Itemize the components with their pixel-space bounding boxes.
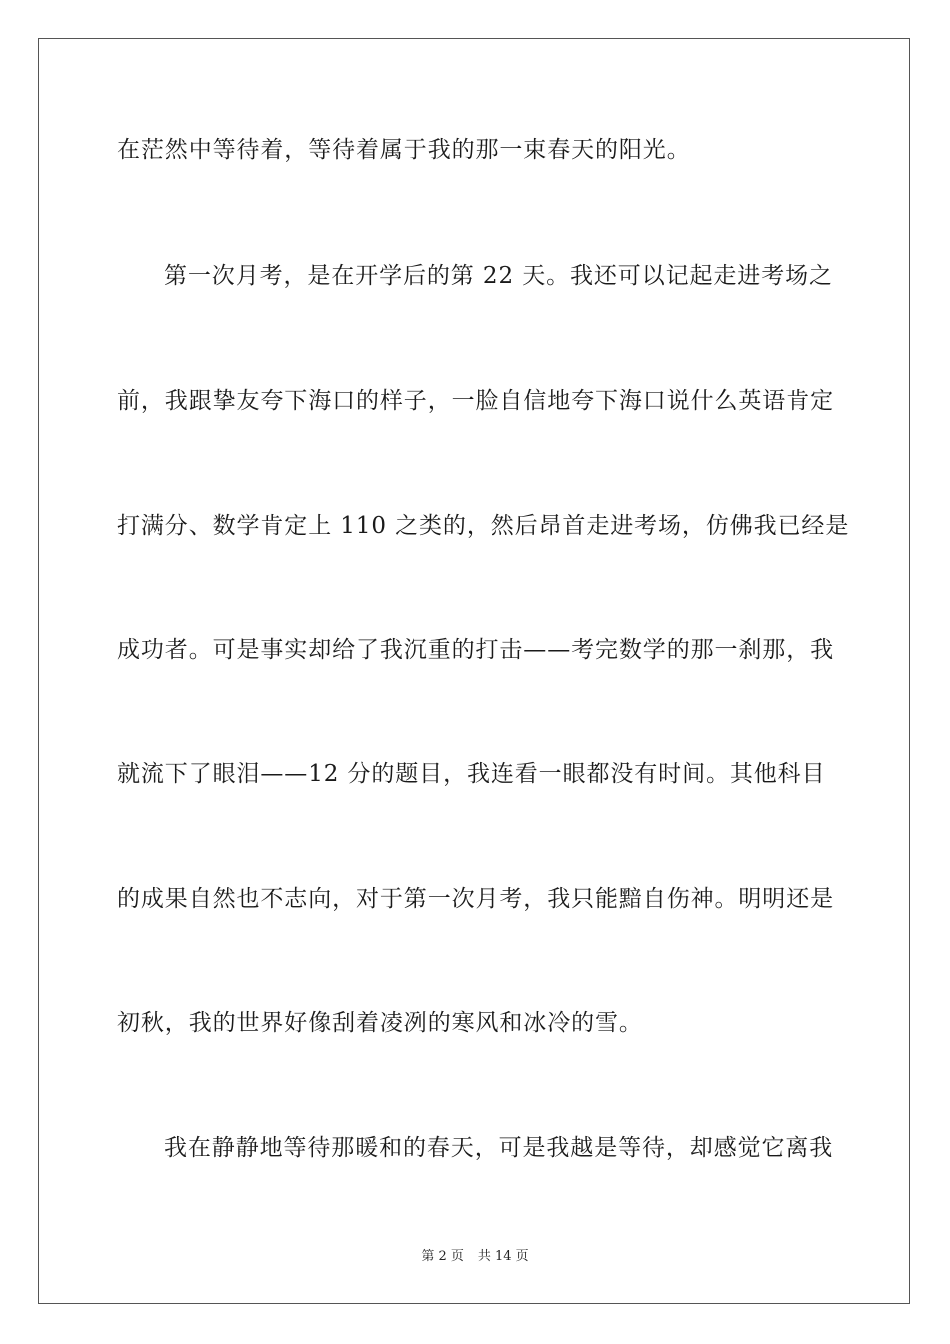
page-number: 第 2 页 [421,1249,464,1264]
paragraph-line-8: 初秋，我的世界好像刮着凌冽的寒风和冰冷的雪。 [117,1010,643,1036]
page-border [38,38,910,1304]
paragraph-line-6: 就流下了眼泪——12 分的题目，我连看一眼都没有时间。其他科目 [117,761,826,787]
paragraph-line-3: 前，我跟挚友夸下海口的样子，一脸自信地夸下海口说什么英语肯定 [117,388,834,414]
paragraph-line-5: 成功者。可是事实却给了我沉重的打击——考完数学的那一刹那，我 [117,637,834,663]
paragraph-line-4: 打满分、数学肯定上 110 之类的，然后昂首走进考场，仿佛我已经是 [117,513,850,539]
paragraph-line-7: 的成果自然也不志向，对于第一次月考，我只能黯自伤神。明明还是 [117,886,834,912]
paragraph-line-9: 我在静静地等待那暖和的春天，可是我越是等待，却感觉它离我 [164,1135,834,1161]
page-total: 共 14 页 [477,1249,529,1264]
page-footer [0,1248,950,1266]
paragraph-line-2: 第一次月考，是在开学后的第 22 天。我还可以记起走进考场之 [164,263,833,289]
paragraph-line-1: 在茫然中等待着，等待着属于我的那一束春天的阳光。 [117,137,691,163]
